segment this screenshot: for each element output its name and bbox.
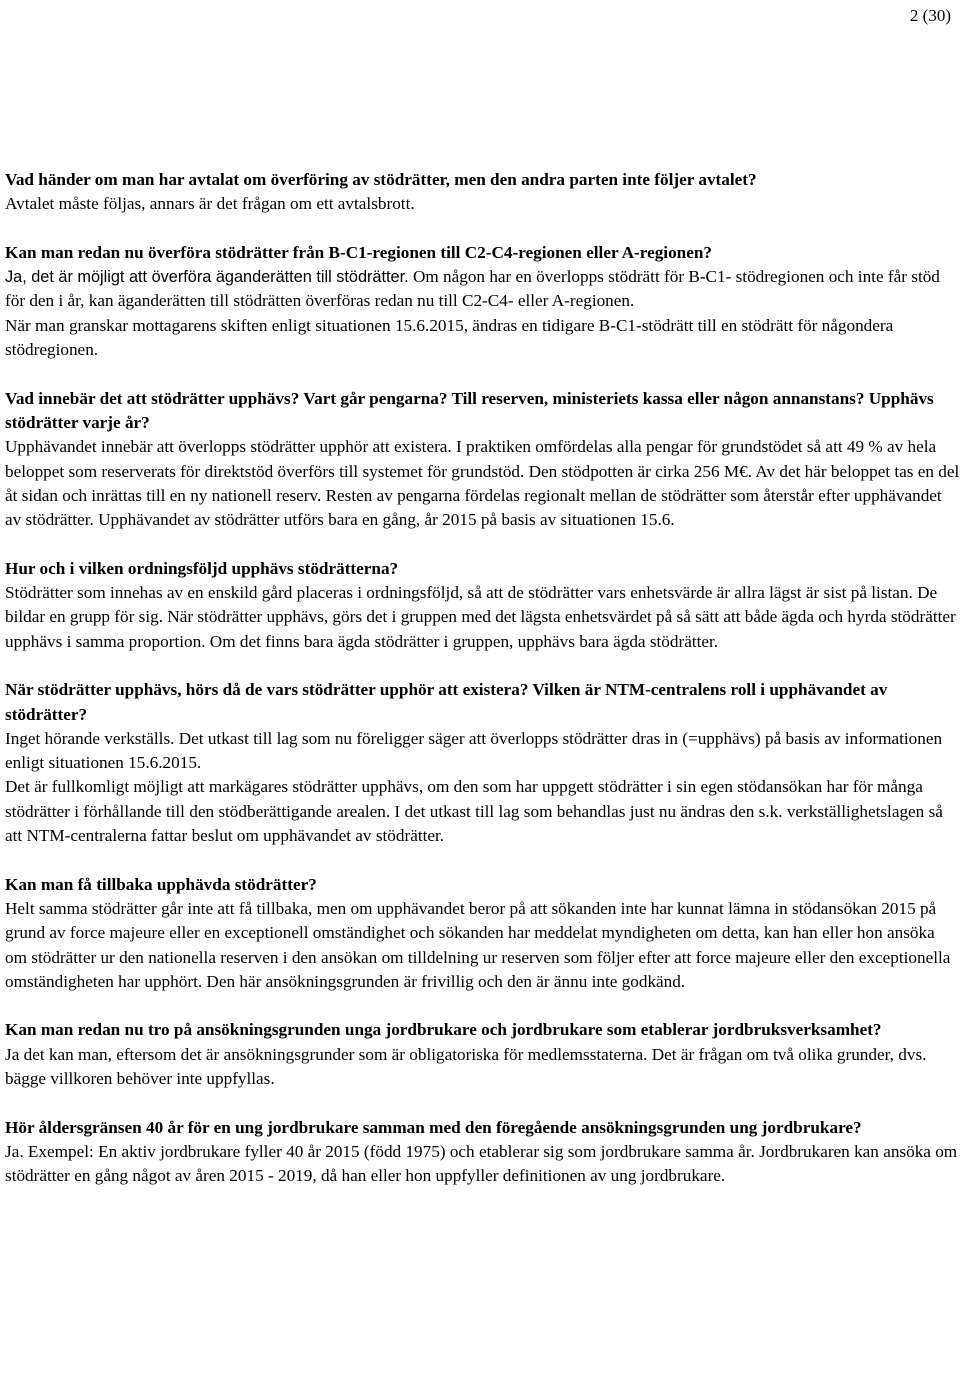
faq-answer: Inget hörande verkställs. Det utkast till lag som nu föreligger säger att överlopps stödrätter dras in (=upphävs) på basis av informationen enligt situationen 15.6.2015.	[5, 728, 943, 773]
faq-section	[5, 387, 960, 533]
faq-answer-lead: Ja, det är möjligt att överföra äganderätten till stödrätter.	[5, 268, 409, 287]
document-body	[5, 168, 960, 1213]
faq-section	[5, 1018, 960, 1091]
faq-section	[5, 1116, 960, 1189]
faq-answer: Avtalet måste följas, annars är det frågan om ett avtalsbrott.	[5, 194, 415, 214]
faq-answer: När man granskar mottagarens skiften enligt situationen 15.6.2015, ändras en tidigare B-C1-stödrätt till en stödrätt för någondera stödregionen.	[5, 315, 894, 360]
faq-question: Vad händer om man har avtalat om överföring av stödrätter, men den andra parten inte följer avtalet?	[5, 170, 757, 189]
faq-section	[5, 678, 960, 848]
faq-section	[5, 873, 960, 994]
faq-answer: Stödrätter som innehas av en enskild gård placeras i ordningsföljd, så att de stödrätter vars enhetsvärde är allra lägst är sist på listan. De bildar en grupp för sig. När stödrätter upphävs, görs det i gruppen med det lägsta enhetsvärdet på så sätt att både ägda och hyrda stödrätter upphävs i samma proportion. Om det finns bara ägda stödrätter i gruppen, upphävs bara ägda stödrätter.	[5, 583, 956, 651]
faq-question: Kan man få tillbaka upphävda stödrätter?	[5, 874, 317, 894]
faq-answer: Upphävandet innebär att överlopps stödrätter upphör att existera. I praktiken omfördelas alla pengar för grundstödet så att 49 % av hela beloppet som reserverats för direktstöd överförs till systemet för grundstöd. Den stödpotten är cirka 256 M€. Av det här beloppet tas en del åt sidan och inrättas till en ny nationell reserv. Resten av pengarna fördelas regionalt mellan de stödrätter som återstår efter upphävandet av stödrätter. Upphävandet av stödrätter utförs bara en gång, år 2015 på basis av situationen 15.6.	[5, 437, 960, 530]
faq-question: Kan man redan nu tro på ansökningsgrunden unga jordbrukare och jordbrukare som etablerar jordbruksverksamhet?	[5, 1020, 882, 1040]
faq-answer: Ja. Exempel: En aktiv jordbrukare fyller 40 år 2015 (född 1975) och etablerar sig som jordbrukare samma år. Jordbrukaren kan ansöka om stödrätter en gång något av åren 2015 - 2019, då han eller hon uppfyller definitionen av ung jordbrukare.	[5, 1141, 958, 1186]
faq-answer	[5, 265, 960, 314]
faq-answer: Helt samma stödrätter går inte att få tillbaka, men om upphävandet beror på att sökanden inte har kunnat lämna in stödansökan 2015 på grund av force majeure eller en exceptionell omständighet och sökanden har meddelat myndigheten om detta, kan han eller hon ansöka om stödrätter ur den nationella reserven i den ansökan om tilldelning ur reserven som följer efter att force majeure eller den exceptionella omständigheten har upphört. Den här ansökningsgrunden är frivillig och den är ännu inte godkänd.	[5, 898, 951, 991]
faq-question: När stödrätter upphävs, hörs då de vars stödrätter upphör att existera? Vilken är NTM-centralens roll i upphävandet av stödrätter?	[5, 680, 888, 724]
faq-answer-rest: Om någon har en överlopps stödrätt för B-C1- stödregionen och inte får stöd för den i år, kan äganderätten till stödrätten överföras redan nu till C2-C4- eller A-regionen.	[5, 267, 940, 311]
faq-question: Vad innebär det att stödrätter upphävs? Vart går pengarna? Till reserven, ministeriets kassa eller någon annanstans? Upphävs stödrätter varje år?	[5, 388, 934, 432]
faq-section	[5, 241, 960, 362]
faq-question: Kan man redan nu överföra stödrätter från B-C1-regionen till C2-C4-regionen eller A-regionen?	[5, 242, 713, 262]
page-number: 2 (30)	[909, 6, 951, 25]
faq-question: Hur och i vilken ordningsföljd upphävs stödrätterna?	[5, 558, 399, 578]
faq-question: Hör åldersgränsen 40 år för en ung jordbrukare samman med den föregående ansökningsgrunden ung jordbrukare?	[5, 1117, 862, 1137]
faq-section	[5, 168, 960, 217]
faq-answer: Det är fullkomligt möjligt att markägares stödrätter upphävs, om den som har uppgett stödrätter i sin egen stödansökan har för många stödrätter i förhållande till den stödberättigande arealen. I det utkast till lag som behandlas just nu ändras den s.k. verkställighetslagen så att NTM-centralerna fattar beslut om upphävandet av stödrätter.	[5, 777, 943, 846]
faq-section	[5, 557, 960, 654]
faq-answer: Ja det kan man, eftersom det är ansökningsgrunder som är obligatoriska för medlemsstaterna. Det är frågan om två olika grunder, dvs. bägge villkoren behöver inte uppfyllas.	[5, 1044, 927, 1088]
